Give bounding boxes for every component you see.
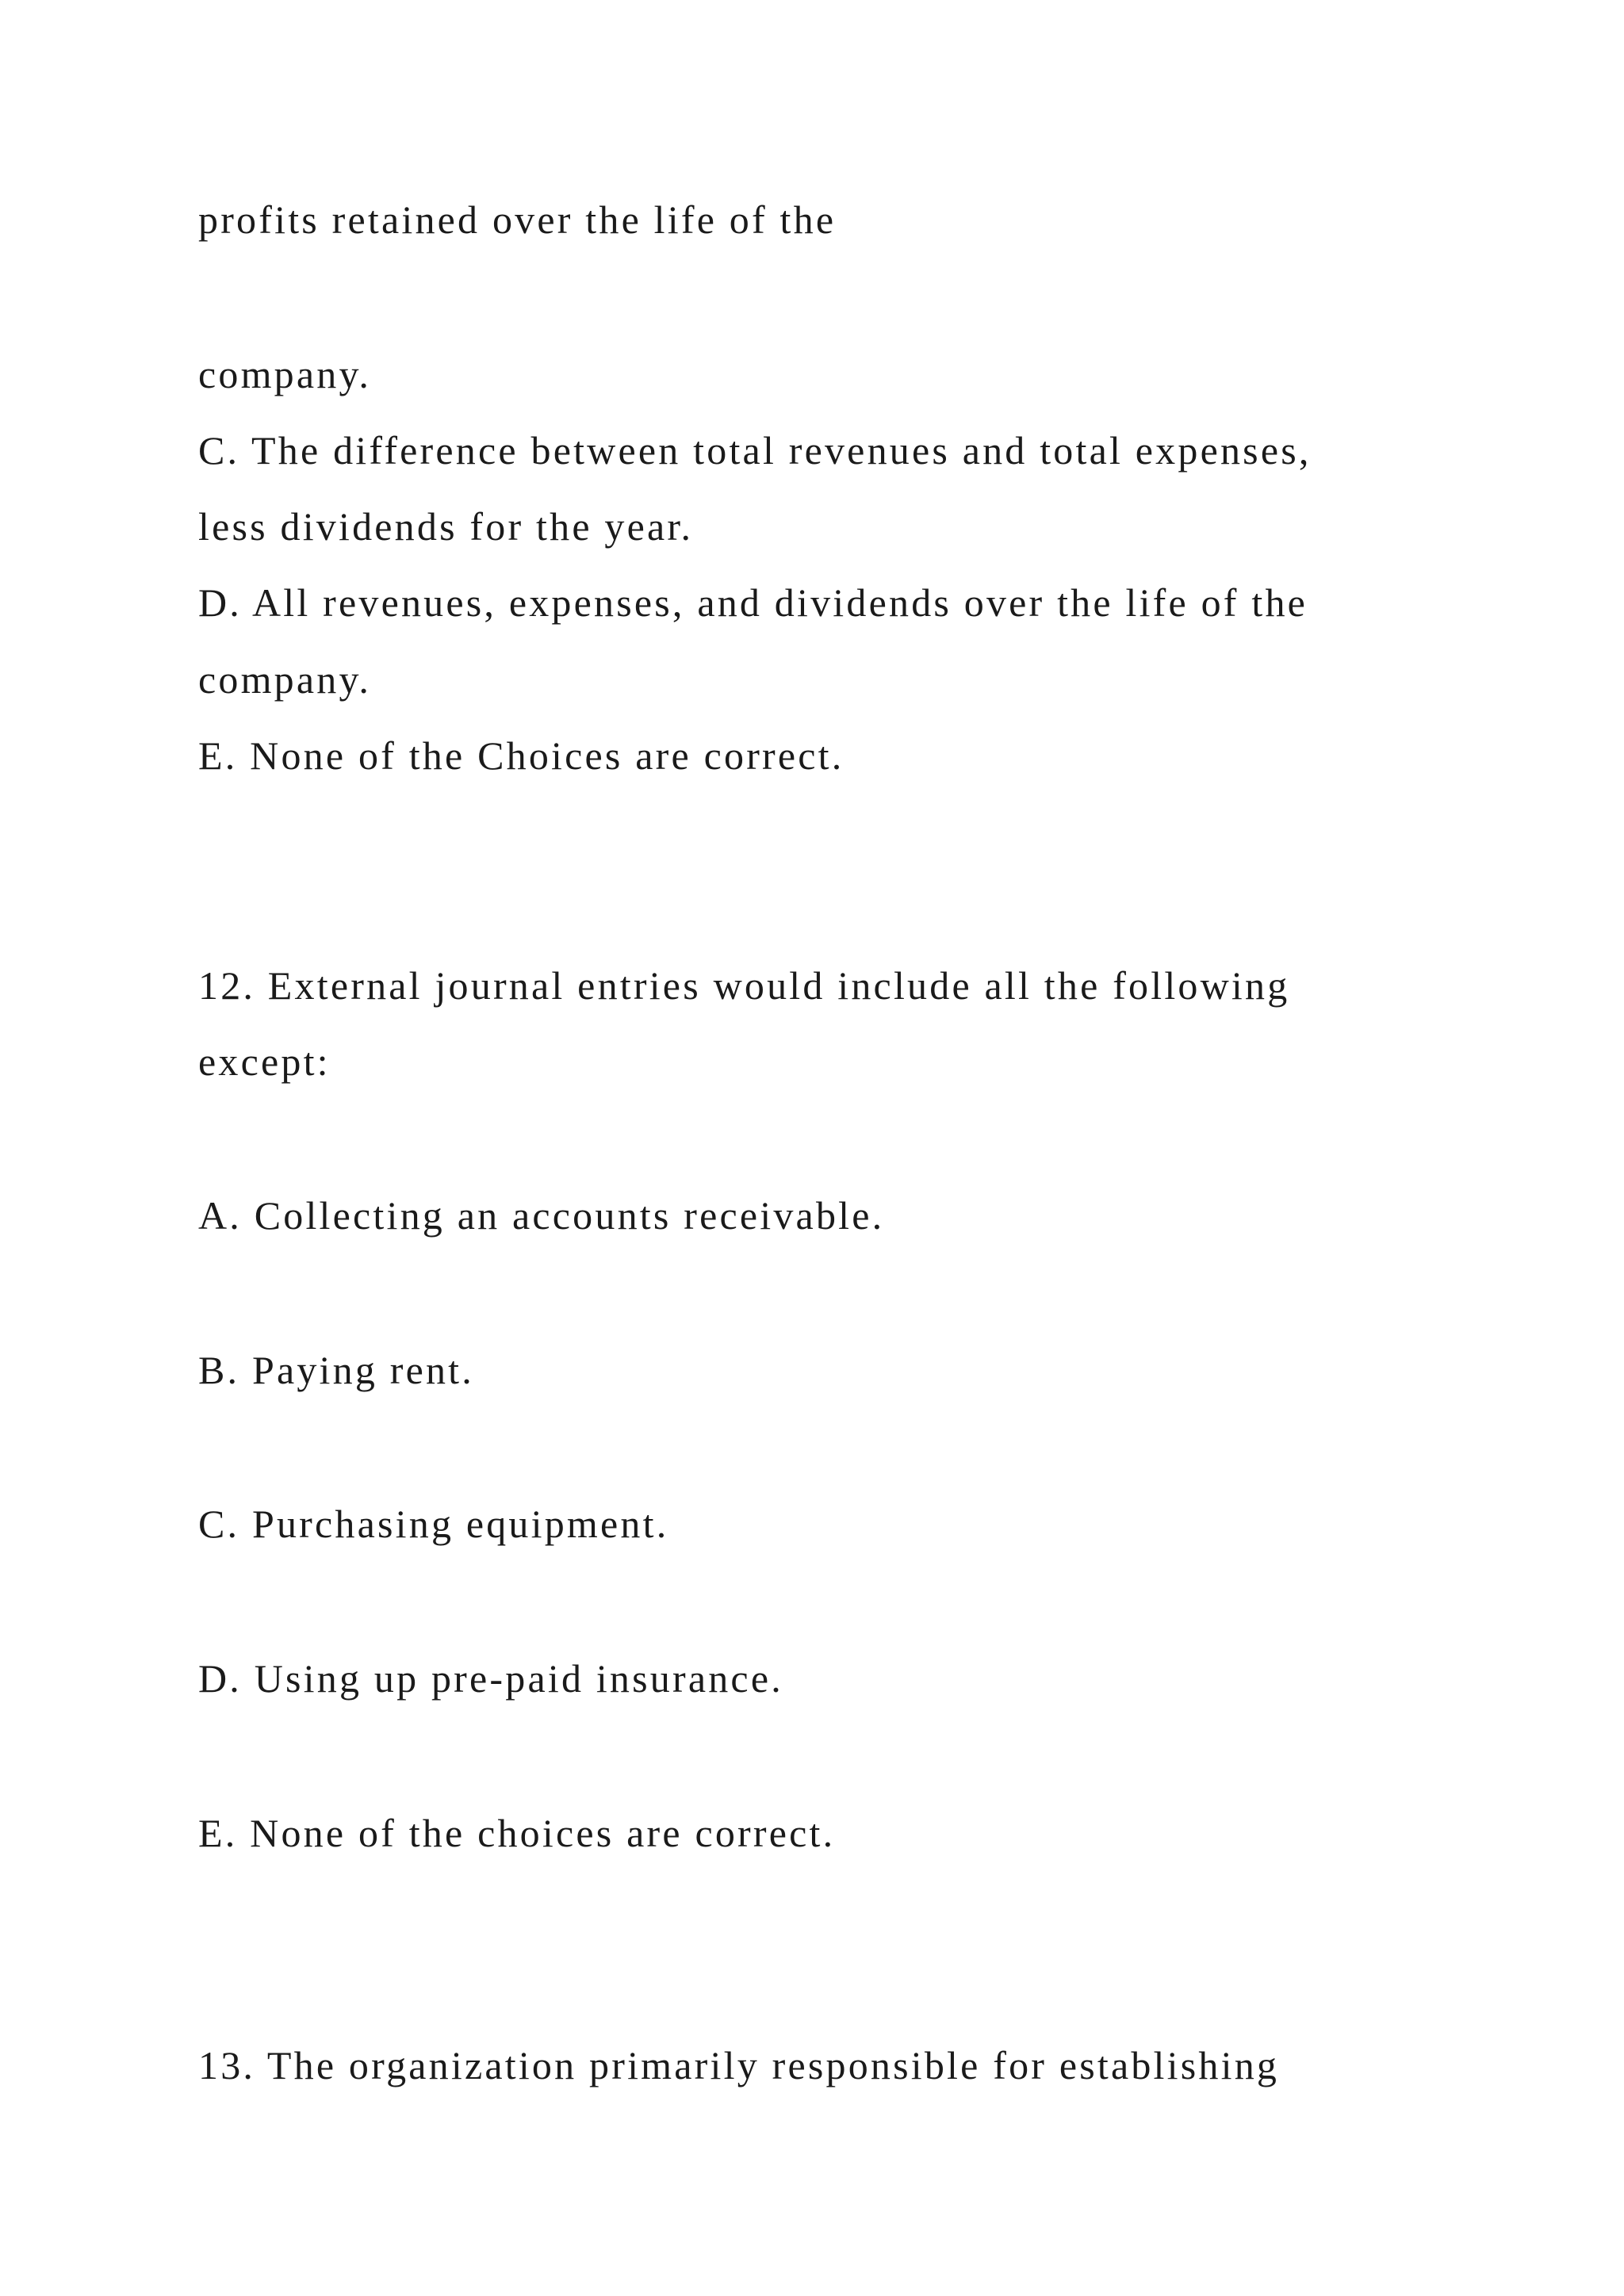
text-line-q12-option-e: E. None of the choices are correct. <box>198 1811 836 1855</box>
text-line-q12-stem-cont: except: <box>198 1039 331 1084</box>
text-line-q12-option-a: A. Collecting an accounts receivable. <box>198 1193 885 1238</box>
text-line-q13-stem: 13. The organization primarily responsible for establishing <box>198 2043 1280 2087</box>
text-line-q11-option-d: D. All revenues, expenses, and dividends over the life of the <box>198 580 1308 625</box>
text-line-q12-option-b: B. Paying rent. <box>198 1348 474 1392</box>
text-line-q11-option-b-cont: profits retained over the life of the <box>198 197 837 242</box>
text-line-q12-stem: 12. External journal entries would include all the following <box>198 963 1290 1008</box>
text-line-q12-option-c: C. Purchasing equipment. <box>198 1502 669 1546</box>
text-line-q11-option-c-cont: less dividends for the year. <box>198 504 694 549</box>
text-line-q11-option-c: C. The difference between total revenues and total expenses, <box>198 428 1312 473</box>
text-line-q11-option-b-end: company. <box>198 352 372 396</box>
text-line-q12-option-d: D. Using up pre-paid insurance. <box>198 1656 783 1701</box>
text-line-q11-option-e: E. None of the Choices are correct. <box>198 733 845 778</box>
text-line-q11-option-d-cont: company. <box>198 657 372 702</box>
